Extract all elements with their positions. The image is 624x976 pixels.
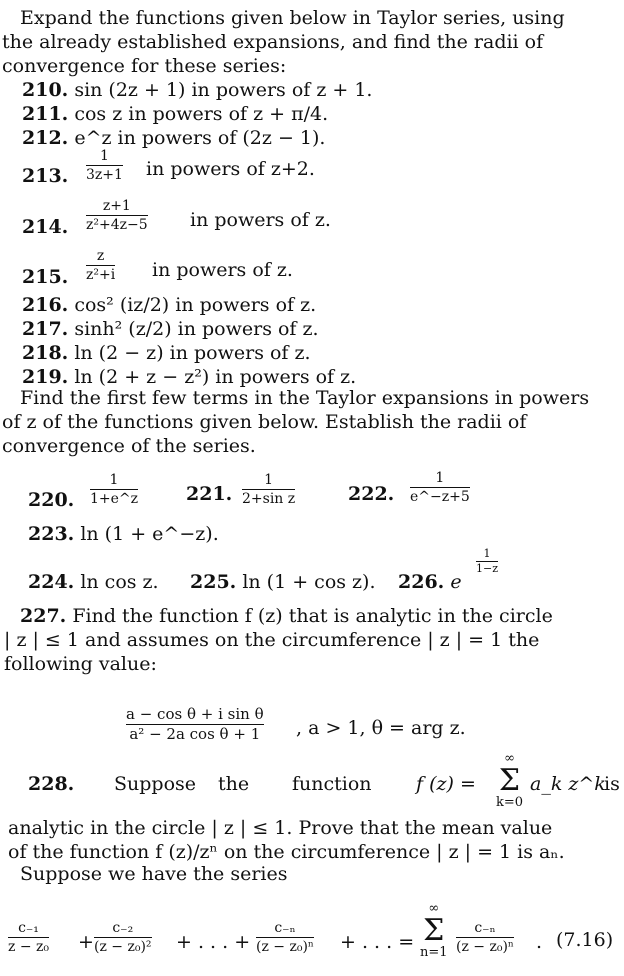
series-term-n: c₋ₙ (z − z₀)ⁿ	[256, 920, 314, 955]
problem-213-number: 213.	[22, 165, 69, 187]
series-sum: ∞ Σ n=1	[420, 901, 448, 960]
problem-222-fraction: 1 e^−z+5	[410, 470, 470, 505]
mid-line-3: convergence of the series.	[2, 435, 256, 457]
problem-227-line-3: following value:	[4, 653, 157, 675]
problem-227-line-2: | z | ≤ 1 and assumes on the circumference | z | = 1 the	[4, 629, 540, 651]
mid-line-2: of z of the functions given below. Establish the radii of	[2, 411, 527, 433]
problem-215-tail: in powers of z.	[152, 259, 293, 281]
equation-227-rest: , a > 1, θ = arg z.	[296, 717, 466, 739]
problem-228-term: a_k z^k	[530, 773, 606, 795]
problem-226: 226. e	[398, 571, 462, 593]
intro-line-3: convergence for these series:	[2, 55, 287, 77]
problem-217: 217. sinh² (z/2) in powers of z.	[22, 318, 319, 340]
problem-224: 224. ln cos z.	[28, 571, 159, 593]
problem-215-number: 215.	[22, 266, 69, 288]
series-dots-2: + . . . =	[340, 931, 415, 953]
series-general-term: c₋ₙ (z − z₀)ⁿ	[456, 920, 514, 955]
problem-220-fraction: 1 1+e^z	[90, 472, 139, 507]
problem-228-f: f (z) =	[416, 773, 476, 795]
problem-228-word-the: the	[218, 773, 250, 795]
series-term-1: c₋₁ z − z₀	[8, 920, 49, 955]
problem-215-fraction: z z²+i	[86, 248, 116, 283]
problem-213-fraction: 1 3z+1	[86, 148, 123, 183]
problem-223: 223. ln (1 + e^−z).	[28, 523, 219, 545]
series-plus-1: +	[78, 931, 94, 953]
problem-212: 212. e^z in powers of (2z − 1).	[22, 127, 326, 149]
problem-216: 216. cos² (iz/2) in powers of z.	[22, 294, 317, 316]
suppose-series-line: Suppose we have the series	[20, 863, 288, 885]
problem-228-line-3: of the function f (z)/zⁿ on the circumference | z | = 1 is aₙ.	[8, 841, 565, 863]
problem-228-is: is	[604, 773, 620, 795]
problem-226-exponent: 1 1−z	[476, 547, 499, 575]
problem-222-number: 222.	[348, 483, 395, 505]
mid-line-1: Find the first few terms in the Taylor expansions in powers	[20, 387, 590, 409]
series-term-2: c₋₂ (z − z₀)²	[94, 920, 152, 955]
problem-228-word-suppose: Suppose	[114, 773, 197, 795]
equation-227-fraction: a − cos θ + i sin θ a² − 2a cos θ + 1	[126, 705, 264, 743]
problem-219: 219. ln (2 + z − z²) in powers of z.	[22, 366, 357, 388]
problem-220-number: 220.	[28, 489, 75, 511]
problem-211: 211. cos z in powers of z + π/4.	[22, 103, 329, 125]
problem-228-sum: ∞ Σ k=0	[496, 751, 524, 810]
problem-218: 218. ln (2 − z) in powers of z.	[22, 342, 311, 364]
intro-line-2: the already established expansions, and find the radii of	[2, 31, 544, 53]
problem-213-tail: in powers of z+2.	[146, 158, 315, 180]
equation-label-7-16: (7.16)	[556, 929, 614, 951]
problem-214-fraction: z+1 z²+4z−5	[86, 198, 148, 233]
problem-227-line-1: 227. Find the function f (z) that is analytic in the circle	[20, 605, 553, 627]
series-period: .	[536, 931, 543, 953]
problem-210: 210. sin (2z + 1) in powers of z + 1.	[22, 79, 373, 101]
problem-228-word-function: function	[292, 773, 372, 795]
intro-line-1: Expand the functions given below in Taylor series, using	[20, 7, 565, 29]
problem-228-line-2: analytic in the circle | z | ≤ 1. Prove that the mean value	[8, 817, 553, 839]
problem-221-number: 221.	[186, 483, 233, 505]
series-dots-1: + . . . +	[176, 931, 251, 953]
problem-214-number: 214.	[22, 216, 69, 238]
problem-221-fraction: 1 2+sin z	[242, 472, 296, 507]
problem-225: 225. ln (1 + cos z).	[190, 571, 376, 593]
problem-228-number: 228.	[28, 773, 75, 795]
problem-214-tail: in powers of z.	[190, 209, 331, 231]
